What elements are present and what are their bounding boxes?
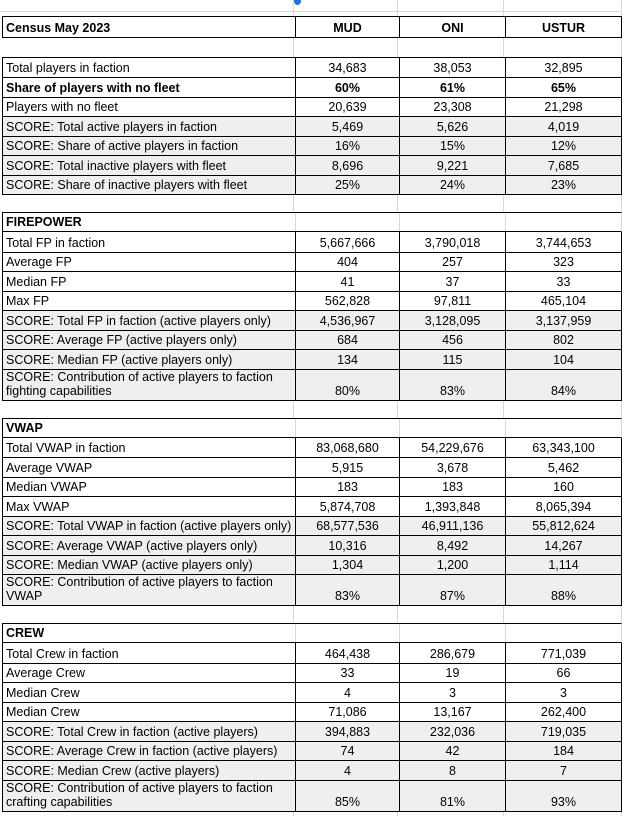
- value-cell-ustur[interactable]: 3,137,959: [505, 311, 621, 330]
- spacer-row: [2, 38, 622, 57]
- gridline: [2, 195, 294, 212]
- row-label-cell[interactable]: SCORE: Average Crew in faction (active players): [6, 744, 278, 758]
- table-row: [3, 58, 621, 78]
- value-cell-mud[interactable]: 394,883: [295, 722, 399, 741]
- value-cell-mud[interactable]: 5,915: [295, 458, 399, 477]
- value-cell-ustur[interactable]: 3: [505, 683, 621, 702]
- table-row: [3, 438, 621, 458]
- row-label-cell[interactable]: SCORE: Average VWAP (active players only): [6, 538, 258, 553]
- empty-cell[interactable]: [505, 213, 621, 231]
- table-row: [3, 77, 621, 97]
- value-cell-oni[interactable]: 3,678: [399, 458, 505, 477]
- value-cell-ustur[interactable]: 5,462: [505, 458, 621, 477]
- gridline: [398, 812, 504, 816]
- value-cell-mud[interactable]: 60%: [295, 78, 399, 97]
- data-table: [2, 57, 622, 196]
- row-label-cell[interactable]: SCORE: Contribution of active players to faction VWAP: [6, 575, 273, 603]
- value-cell-mud[interactable]: 68,577,536: [295, 517, 399, 536]
- value-cell-oni[interactable]: 13,167: [399, 703, 505, 722]
- value-cell-ustur[interactable]: 12%: [505, 137, 621, 156]
- value-cell-oni[interactable]: 456: [399, 331, 505, 350]
- row-label-cell[interactable]: Total VWAP in faction: [6, 441, 126, 455]
- table-row: [3, 643, 621, 663]
- value-cell-ustur[interactable]: 14,267: [505, 536, 621, 555]
- value-cell-oni[interactable]: 81%: [399, 781, 505, 811]
- gridline: [294, 195, 398, 212]
- column-header-mud[interactable]: MUD: [295, 17, 399, 37]
- value-cell-oni[interactable]: 54,229,676: [399, 438, 505, 458]
- table-row: [3, 330, 621, 350]
- data-table: [2, 232, 622, 401]
- empty-cell[interactable]: [505, 624, 621, 642]
- bottom-gridline-strip: [2, 812, 622, 816]
- gridline: [504, 812, 622, 816]
- value-cell-mud[interactable]: 4,536,967: [295, 311, 399, 330]
- value-cell-ustur[interactable]: 65%: [505, 78, 621, 97]
- table-row: [3, 496, 621, 516]
- table-row: [3, 369, 621, 400]
- value-cell-ustur[interactable]: 771,039: [505, 643, 621, 663]
- value-cell-oni[interactable]: 97,811: [399, 292, 505, 311]
- gridline: [294, 401, 398, 418]
- empty-cell[interactable]: [399, 624, 505, 642]
- value-cell-mud[interactable]: 134: [295, 350, 399, 369]
- data-table: [2, 643, 622, 812]
- table-row: [3, 702, 621, 722]
- value-cell-ustur[interactable]: 465,104: [505, 292, 621, 311]
- table-row: [3, 663, 621, 683]
- table-row: [3, 271, 621, 291]
- value-cell-ustur[interactable]: 1,114: [505, 556, 621, 575]
- row-label-cell[interactable]: SCORE: Total active players in faction: [6, 119, 217, 134]
- value-cell-ustur[interactable]: 33: [505, 272, 621, 291]
- value-cell-ustur[interactable]: 93%: [505, 781, 621, 811]
- gridline: [294, 812, 398, 816]
- empty-cell[interactable]: [505, 419, 621, 437]
- value-cell-oni[interactable]: 46,911,136: [399, 517, 505, 536]
- value-cell-mud[interactable]: 83%: [295, 575, 399, 605]
- table-row: [3, 457, 621, 477]
- value-cell-ustur[interactable]: 323: [505, 253, 621, 272]
- table-row: [3, 155, 621, 175]
- value-cell-oni[interactable]: 5,626: [399, 117, 505, 136]
- value-cell-oni[interactable]: 232,036: [399, 722, 505, 741]
- value-cell-mud[interactable]: 20,639: [295, 98, 399, 117]
- row-label-cell[interactable]: Median Crew: [6, 705, 80, 719]
- census-header-table: [2, 16, 622, 38]
- value-cell-mud[interactable]: 83,068,680: [295, 438, 399, 458]
- value-cell-ustur[interactable]: 7,685: [505, 156, 621, 175]
- value-cell-mud[interactable]: 10,316: [295, 536, 399, 555]
- value-cell-ustur[interactable]: 55,812,624: [505, 517, 621, 536]
- value-cell-ustur[interactable]: 8,065,394: [505, 497, 621, 516]
- value-cell-oni[interactable]: 23,308: [399, 98, 505, 117]
- gridline: [398, 0, 504, 16]
- value-cell-oni[interactable]: 3: [399, 683, 505, 702]
- row-label-cell[interactable]: SCORE: Share of active players in faction: [6, 139, 239, 153]
- value-cell-mud[interactable]: 74: [295, 742, 399, 761]
- row-label-cell[interactable]: Max FP: [6, 294, 50, 308]
- gridline: [398, 195, 504, 212]
- value-cell-mud[interactable]: 80%: [295, 370, 399, 400]
- gridline: [0, 11, 622, 12]
- table-row: [3, 175, 621, 195]
- section-header-row: [2, 212, 622, 232]
- row-label-cell[interactable]: Players with no fleet: [6, 100, 118, 114]
- table-row: [3, 760, 621, 780]
- table-row: [3, 477, 621, 497]
- row-label-cell[interactable]: Median VWAP: [6, 480, 87, 494]
- table-row: [3, 349, 621, 369]
- gridline: [2, 606, 294, 623]
- table-row: [3, 232, 621, 252]
- value-cell-mud[interactable]: 5,667,666: [295, 232, 399, 252]
- gridline: [294, 38, 398, 57]
- empty-cell[interactable]: [399, 419, 505, 437]
- table-row: [3, 310, 621, 330]
- value-cell-mud[interactable]: 684: [295, 331, 399, 350]
- value-cell-ustur[interactable]: 262,400: [505, 703, 621, 722]
- row-label-cell[interactable]: SCORE: Total VWAP in faction (active players only): [6, 519, 292, 533]
- section-title-cell[interactable]: CREW: [6, 626, 45, 640]
- row-label-cell[interactable]: SCORE: Contribution of active players to faction fighting capabilities: [6, 369, 273, 398]
- gridline: [294, 606, 398, 623]
- table-row: [3, 721, 621, 741]
- value-cell-oni[interactable]: 9,221: [399, 156, 505, 175]
- value-cell-mud[interactable]: 4: [295, 683, 399, 702]
- value-cell-ustur[interactable]: 32,895: [505, 58, 621, 78]
- table-row: [3, 555, 621, 575]
- column-header-oni[interactable]: ONI: [399, 17, 505, 37]
- census-header-row: [3, 17, 621, 37]
- value-cell-mud[interactable]: 33: [295, 664, 399, 683]
- gridline: [294, 0, 398, 16]
- value-cell-oni[interactable]: 286,679: [399, 643, 505, 663]
- data-table: [2, 438, 622, 607]
- empty-cell[interactable]: [295, 213, 399, 231]
- value-cell-ustur[interactable]: 160: [505, 478, 621, 497]
- row-label-cell[interactable]: SCORE: Total FP in faction (active players only): [6, 313, 271, 328]
- section-header-row: [2, 418, 622, 438]
- value-cell-mud[interactable]: 41: [295, 272, 399, 291]
- gridline: [504, 195, 622, 212]
- value-cell-ustur[interactable]: 3,744,653: [505, 232, 621, 252]
- value-cell-oni[interactable]: 61%: [399, 78, 505, 97]
- value-cell-ustur[interactable]: 4,019: [505, 117, 621, 136]
- gridline: [504, 0, 622, 16]
- value-cell-oni[interactable]: 15%: [399, 137, 505, 156]
- row-label-cell[interactable]: Share of players with no fleet: [6, 80, 180, 95]
- table-row: [3, 136, 621, 156]
- value-cell-mud[interactable]: 71,086: [295, 703, 399, 722]
- row-label-cell[interactable]: Average VWAP: [6, 460, 93, 475]
- value-cell-oni[interactable]: 1,200: [399, 556, 505, 575]
- value-cell-ustur[interactable]: 88%: [505, 575, 621, 605]
- empty-cell[interactable]: [295, 624, 399, 642]
- gridline: [398, 38, 504, 57]
- value-cell-mud[interactable]: 34,683: [295, 58, 399, 78]
- gridline: [504, 606, 622, 623]
- gridline: [2, 401, 294, 418]
- value-cell-oni[interactable]: 257: [399, 253, 505, 272]
- value-cell-ustur[interactable]: 7: [505, 761, 621, 780]
- gridline: [504, 38, 622, 57]
- row-label-cell[interactable]: SCORE: Total inactive players with fleet: [6, 158, 227, 173]
- value-cell-mud[interactable]: 5,469: [295, 117, 399, 136]
- row-label-cell[interactable]: SCORE: Average FP (active players only): [6, 333, 237, 347]
- table-row: [3, 116, 621, 136]
- value-cell-mud[interactable]: 5,874,708: [295, 497, 399, 516]
- value-cell-mud[interactable]: 1,304: [295, 556, 399, 575]
- value-cell-ustur[interactable]: 802: [505, 331, 621, 350]
- top-gridline-strip: [2, 0, 622, 16]
- value-cell-mud[interactable]: 404: [295, 253, 399, 272]
- table-row: [3, 516, 621, 536]
- gridline: [2, 812, 294, 816]
- value-cell-ustur[interactable]: 184: [505, 742, 621, 761]
- section-header-row: [2, 623, 622, 643]
- empty-cell[interactable]: [295, 419, 399, 437]
- table-row: [3, 535, 621, 555]
- row-label-cell[interactable]: Max VWAP: [6, 499, 70, 514]
- value-cell-ustur[interactable]: 104: [505, 350, 621, 369]
- table-row: [3, 252, 621, 272]
- value-cell-mud[interactable]: 183: [295, 478, 399, 497]
- table-row: [3, 741, 621, 761]
- table-row: [3, 780, 621, 811]
- spacer-row: [2, 606, 622, 623]
- row-label-cell[interactable]: Total Crew in faction: [6, 646, 119, 661]
- row-label-cell[interactable]: SCORE: Total Crew in faction (active players): [6, 724, 258, 739]
- row-label-cell[interactable]: SCORE: Median Crew (active players): [6, 763, 220, 778]
- table-row: [3, 682, 621, 702]
- row-label-cell[interactable]: SCORE: Median VWAP (active players only): [6, 558, 253, 572]
- row-label-cell[interactable]: Median FP: [6, 274, 67, 289]
- value-cell-oni[interactable]: 115: [399, 350, 505, 369]
- value-cell-oni[interactable]: 8,492: [399, 536, 505, 555]
- value-cell-mud[interactable]: 25%: [295, 176, 399, 195]
- column-header-ustur[interactable]: USTUR: [505, 17, 621, 37]
- gridline: [504, 401, 622, 418]
- row-label-cell[interactable]: Median Crew: [6, 685, 80, 700]
- row-label-cell[interactable]: SCORE: Contribution of active players to faction crafting capabilities: [6, 780, 273, 809]
- value-cell-mud[interactable]: 85%: [295, 781, 399, 811]
- gridline: [398, 401, 504, 418]
- table-row: [3, 574, 621, 605]
- row-label-cell[interactable]: Total FP in faction: [6, 235, 106, 250]
- gridline: [2, 0, 294, 16]
- row-label-cell[interactable]: Total players in faction: [6, 61, 130, 75]
- row-label-cell[interactable]: SCORE: Median FP (active players only): [6, 352, 233, 367]
- table-row: [3, 97, 621, 117]
- value-cell-oni[interactable]: 38,053: [399, 58, 505, 78]
- value-cell-mud[interactable]: 4: [295, 761, 399, 780]
- row-label-cell[interactable]: SCORE: Share of inactive players with fleet: [6, 178, 248, 192]
- value-cell-oni[interactable]: 83%: [399, 370, 505, 400]
- value-cell-mud[interactable]: 8,696: [295, 156, 399, 175]
- section-title-cell[interactable]: FIREPOWER: [6, 215, 82, 229]
- value-cell-oni[interactable]: 19: [399, 664, 505, 683]
- value-cell-mud[interactable]: 16%: [295, 137, 399, 156]
- value-cell-ustur[interactable]: 66: [505, 664, 621, 683]
- value-cell-ustur[interactable]: 719,035: [505, 722, 621, 741]
- value-cell-oni[interactable]: 183: [399, 478, 505, 497]
- value-cell-oni[interactable]: 87%: [399, 575, 505, 605]
- value-cell-ustur[interactable]: 84%: [505, 370, 621, 400]
- table-sections: [0, 38, 630, 812]
- value-cell-oni[interactable]: 37: [399, 272, 505, 291]
- row-label-cell[interactable]: Average Crew: [6, 666, 85, 680]
- empty-cell[interactable]: [399, 213, 505, 231]
- value-cell-mud[interactable]: 464,438: [295, 643, 399, 663]
- value-cell-oni[interactable]: 1,393,848: [399, 497, 505, 516]
- table-row: [3, 291, 621, 311]
- value-cell-oni[interactable]: 42: [399, 742, 505, 761]
- spacer-row: [2, 195, 622, 212]
- value-cell-mud[interactable]: 562,828: [295, 292, 399, 311]
- census-title-cell[interactable]: Census May 2023: [6, 20, 111, 35]
- value-cell-ustur[interactable]: 21,298: [505, 98, 621, 117]
- value-cell-oni[interactable]: 3,790,018: [399, 232, 505, 252]
- spacer-row: [2, 401, 622, 418]
- section-title-cell[interactable]: VWAP: [6, 420, 43, 435]
- value-cell-ustur[interactable]: 23%: [505, 176, 621, 195]
- value-cell-oni[interactable]: 3,128,095: [399, 311, 505, 330]
- value-cell-oni[interactable]: 8: [399, 761, 505, 780]
- gridline: [2, 38, 294, 57]
- gridline: [398, 606, 504, 623]
- value-cell-oni[interactable]: 24%: [399, 176, 505, 195]
- row-label-cell[interactable]: Average FP: [6, 255, 72, 269]
- value-cell-ustur[interactable]: 63,343,100: [505, 438, 621, 458]
